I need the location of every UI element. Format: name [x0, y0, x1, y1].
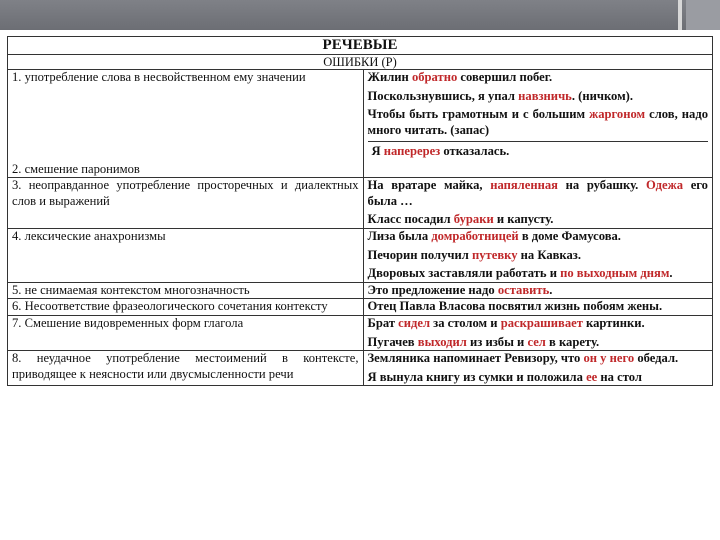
error-type: 1. употребление слова в несвойственном ему значении — [12, 70, 306, 84]
example-text: Это предложение надо — [367, 282, 498, 297]
example-text: картинки. — [582, 315, 645, 330]
table-row — [8, 315, 713, 350]
table-row — [8, 299, 713, 316]
example-text: Класс посадил — [367, 212, 454, 227]
example-text: на Кавказ. — [517, 247, 581, 262]
table-title: РЕЧЕВЫЕ — [8, 37, 713, 55]
error-word: Одежа — [645, 178, 684, 193]
error-word: по выходным дням — [560, 266, 670, 281]
example-sentence — [368, 212, 708, 228]
example-text: на рубашку. — [557, 178, 646, 193]
example-cell — [363, 351, 712, 386]
example-text: и капусту. — [493, 212, 554, 227]
example-text: Жилин — [367, 70, 412, 84]
example-sentence — [368, 248, 708, 264]
error-word: раскрашивает — [500, 315, 583, 330]
example-sentence — [368, 316, 708, 332]
example-text: его была … — [367, 178, 708, 208]
error-word: напяленная — [490, 178, 558, 193]
example-sentence — [368, 229, 708, 245]
example-text: из избы и — [466, 334, 528, 349]
error-word: домработницей — [431, 228, 519, 243]
error-word: сел — [527, 334, 546, 349]
error-word: обратно — [411, 70, 458, 84]
example-text: совершил побег. — [457, 70, 553, 84]
example-text: Поскользнувшись, я упал — [367, 88, 519, 103]
example-text: Я вынула книгу из сумки и положила — [367, 369, 587, 384]
error-word: сидел — [398, 315, 431, 330]
table-row — [8, 228, 713, 282]
example-text: Лиза была — [367, 228, 432, 243]
example-text: . (ничком). — [571, 88, 634, 103]
top-bar-accent — [678, 0, 682, 30]
error-type-cell — [8, 228, 364, 282]
example-sentence — [368, 351, 708, 367]
table-row — [8, 282, 713, 299]
example-text: Дворовых заставляли работать и — [367, 266, 561, 281]
example-cell — [363, 282, 712, 299]
error-word: он — [583, 351, 598, 366]
error-type-cell — [8, 70, 364, 178]
error-type: 6. Несоответствие фразеологического сочетания контексту — [12, 299, 328, 314]
example-text: Печорин получил — [367, 247, 472, 262]
example-text: слов, надо много читать. (запас) — [367, 107, 708, 137]
error-type-cell — [8, 351, 364, 386]
error-word: оставить — [497, 282, 550, 297]
top-bar-corner — [686, 0, 720, 30]
error-type: 2. смешение паронимов — [12, 161, 140, 176]
example-text: в доме Фамусова. — [518, 228, 621, 243]
speech-errors-table — [7, 36, 713, 386]
example-sentence — [368, 266, 708, 282]
example-cell — [363, 178, 712, 229]
example-text: отказалась. — [440, 144, 510, 159]
error-word: у него — [600, 351, 635, 366]
example-text: Чтобы быть грамотным и с большим — [367, 107, 590, 122]
error-type-cell — [8, 299, 364, 316]
error-word: жаргоном — [589, 107, 646, 122]
table-subtitle: ОШИБКИ (Р) — [8, 55, 713, 70]
error-word: наперерез — [383, 144, 441, 159]
error-type: 4. лексические анахронизмы — [12, 228, 166, 243]
error-word: навзничь — [518, 88, 572, 103]
example-text: Пугачев — [367, 334, 418, 349]
example-text: за столом и — [430, 315, 501, 330]
error-type-cell — [8, 315, 364, 350]
example-cell — [363, 299, 712, 316]
example-text: на стол — [597, 369, 642, 384]
example-text: Брат — [367, 315, 399, 330]
example-sentence — [368, 89, 708, 105]
example-cell — [363, 70, 712, 178]
example-text: Отец Павла Власова посвятил жизнь побоям жены. — [367, 299, 663, 314]
slide-top-bar — [0, 0, 720, 30]
error-word: ее — [586, 369, 598, 384]
error-type: 8. неудачное употребление местоимений в контексте, приводящее к неясности или двусмысленности речи — [12, 351, 359, 381]
table-row — [8, 351, 713, 386]
example-sentence — [368, 70, 708, 86]
example-sentence — [368, 370, 708, 386]
example-text: . — [549, 282, 553, 297]
error-word: путевку — [471, 247, 518, 262]
table-row — [8, 70, 713, 178]
example-sentence — [368, 299, 708, 315]
example-text: . — [669, 266, 673, 281]
example-sentence — [368, 107, 708, 138]
table-row — [8, 178, 713, 229]
example-text: На вратаре майка, — [367, 178, 491, 193]
example-sentence — [368, 178, 708, 209]
example-sentence — [368, 141, 708, 160]
example-sentence — [368, 335, 708, 351]
error-type: 5. не снимаемая контекстом многозначность — [12, 282, 250, 297]
example-text: обедал. — [634, 351, 679, 366]
error-type-cell — [8, 178, 364, 229]
error-type: 3. неоправданное употребление просторечных и диалектных слов и выражений — [12, 178, 359, 208]
example-sentence — [368, 283, 708, 299]
error-word: бураки — [453, 212, 494, 227]
example-text: Я — [371, 144, 384, 159]
example-text: в карету. — [545, 334, 600, 349]
error-word: выходил — [417, 334, 467, 349]
error-type: 7. Смешение видовременных форм глагола — [12, 315, 244, 330]
example-cell — [363, 228, 712, 282]
example-cell — [363, 315, 712, 350]
example-text: Земляника напоминает Ревизору, что — [367, 351, 584, 366]
error-type-cell — [8, 282, 364, 299]
